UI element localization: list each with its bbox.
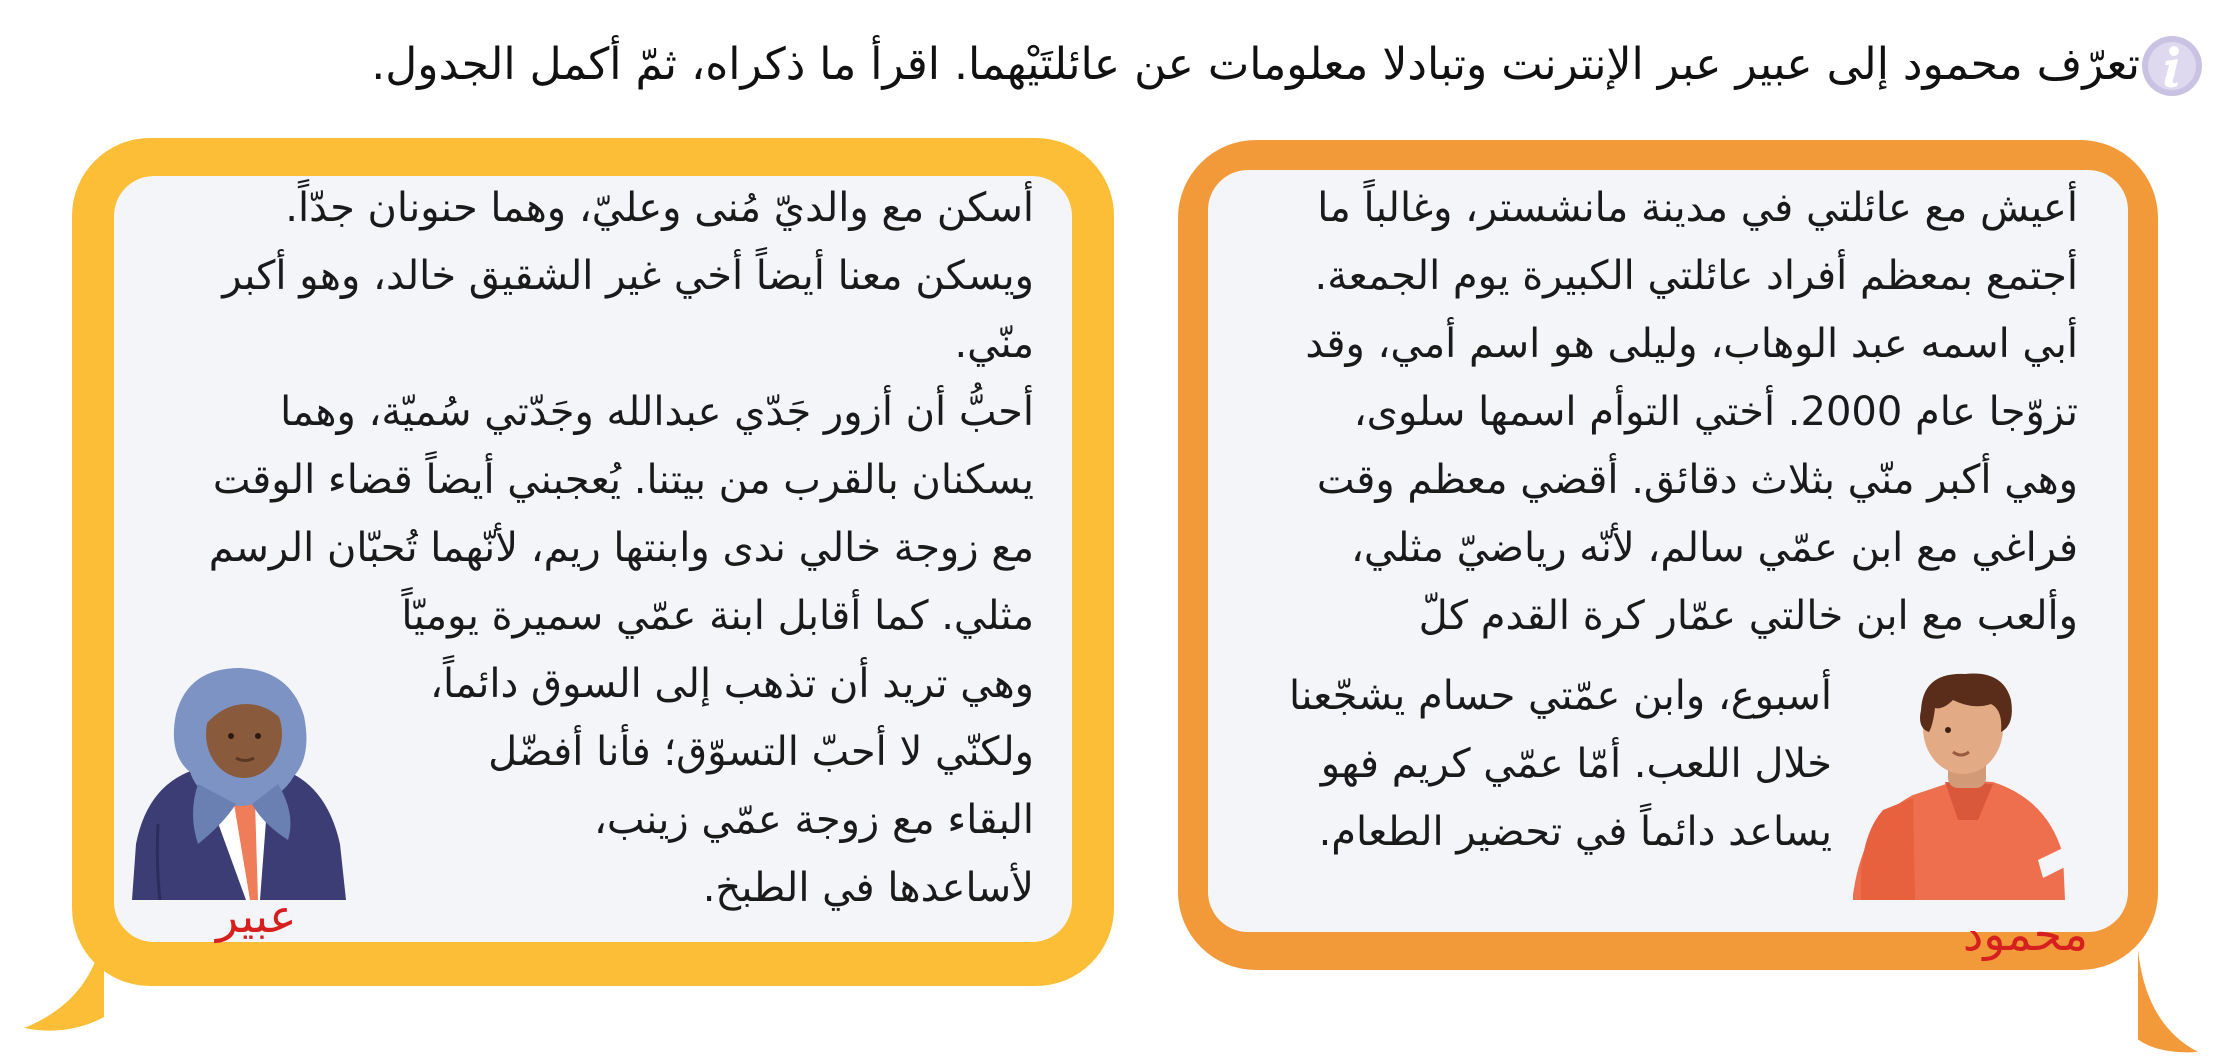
mahmoud-paragraph-bottom: [1289, 662, 1832, 866]
text-line: أبي اسمه عبد الوهاب، وليلى هو اسم أمي، وقد: [1305, 321, 2078, 367]
text-line: وألعب مع ابن خالتي عمّار كرة القدم كلّ: [1418, 593, 2078, 639]
text-line: أسبوع، وابن عمّتي حسام يشجّعنا: [1289, 673, 1832, 719]
text-line: تزوّجا عام 2000. أختي التوأم اسمها سلوى،: [1353, 389, 2078, 435]
text-line: ويسكن معنا أيضاً أخي غير الشقيق خالد، وهو أكبر: [222, 253, 1034, 299]
text-line: ولكنّي لا أحبّ التسوّق؛ فأنا أفضّل: [488, 729, 1034, 775]
text-line: البقاء مع زوجة عمّي زينب،: [593, 797, 1034, 843]
mahmoud-speech-bubble: [1178, 140, 2158, 970]
text-line: مثلي. كما أقابل ابنة عمّي سميرة يوميّاً: [401, 593, 1034, 639]
text-line: لأساعدها في الطبخ.: [702, 865, 1034, 911]
abeer-paragraph-bottom: [430, 650, 1034, 922]
abeer-speech-bubble: [72, 138, 1114, 986]
abeer-bubble-tail: [24, 928, 104, 1038]
text-line: أعيش مع عائلتي في مدينة مانشستر، وغالباً ما: [1317, 185, 2078, 231]
text-line: وهي أكبر منّي بثلاث دقائق. أقضي معظم وقت: [1316, 457, 2078, 503]
abeer-paragraph-top: [209, 174, 1034, 650]
text-line: فراغي مع ابن عمّي سالم، لأنّه رياضيّ مثلي،: [1350, 525, 2078, 571]
text-line: مع زوجة خالي ندى وابنتها ريم، لأنّهما تُحبّان الرسم: [208, 525, 1034, 571]
text-line: أجتمع بمعظم أفراد عائلتي الكبيرة يوم الجمعة.: [1314, 253, 2078, 299]
info-icon: [2140, 34, 2204, 98]
text-line: أسكن مع والديّ مُنى وعليّ، وهما حنونان جدّاً.: [285, 185, 1034, 231]
mahmoud-paragraph-top: [1305, 174, 2078, 650]
text-line: يساعد دائماً في تحضير الطعام.: [1318, 809, 1832, 855]
text-line: أحبُّ أن أزور جَدّي عبدالله وجَدّتي سُميّة، وهما: [280, 389, 1034, 435]
abeer-name-label: عبير: [216, 889, 297, 943]
abeer-avatar: [128, 664, 358, 900]
mahmoud-avatar: [1853, 670, 2083, 900]
text-line: يسكنان بالقرب من بيتنا. يُعجبني أيضاً قضاء الوقت: [212, 457, 1034, 503]
text-line: وهي تريد أن تذهب إلى السوق دائماً،: [430, 661, 1034, 707]
text-line: خلال اللعب. أمّا عمّي كريم فهو: [1320, 741, 1832, 787]
instruction-text: تعرّف محمود إلى عبير عبر الإنترنت وتبادلا معلومات عن عائلتَيْهما. اقرأ ما ذكراه، ثمّ أكمل الجدول.: [371, 39, 2140, 90]
text-line: منّي.: [954, 321, 1034, 367]
mahmoud-bubble-tail: [2138, 950, 2200, 1060]
mahmoud-name-label: محمود: [1962, 907, 2088, 961]
